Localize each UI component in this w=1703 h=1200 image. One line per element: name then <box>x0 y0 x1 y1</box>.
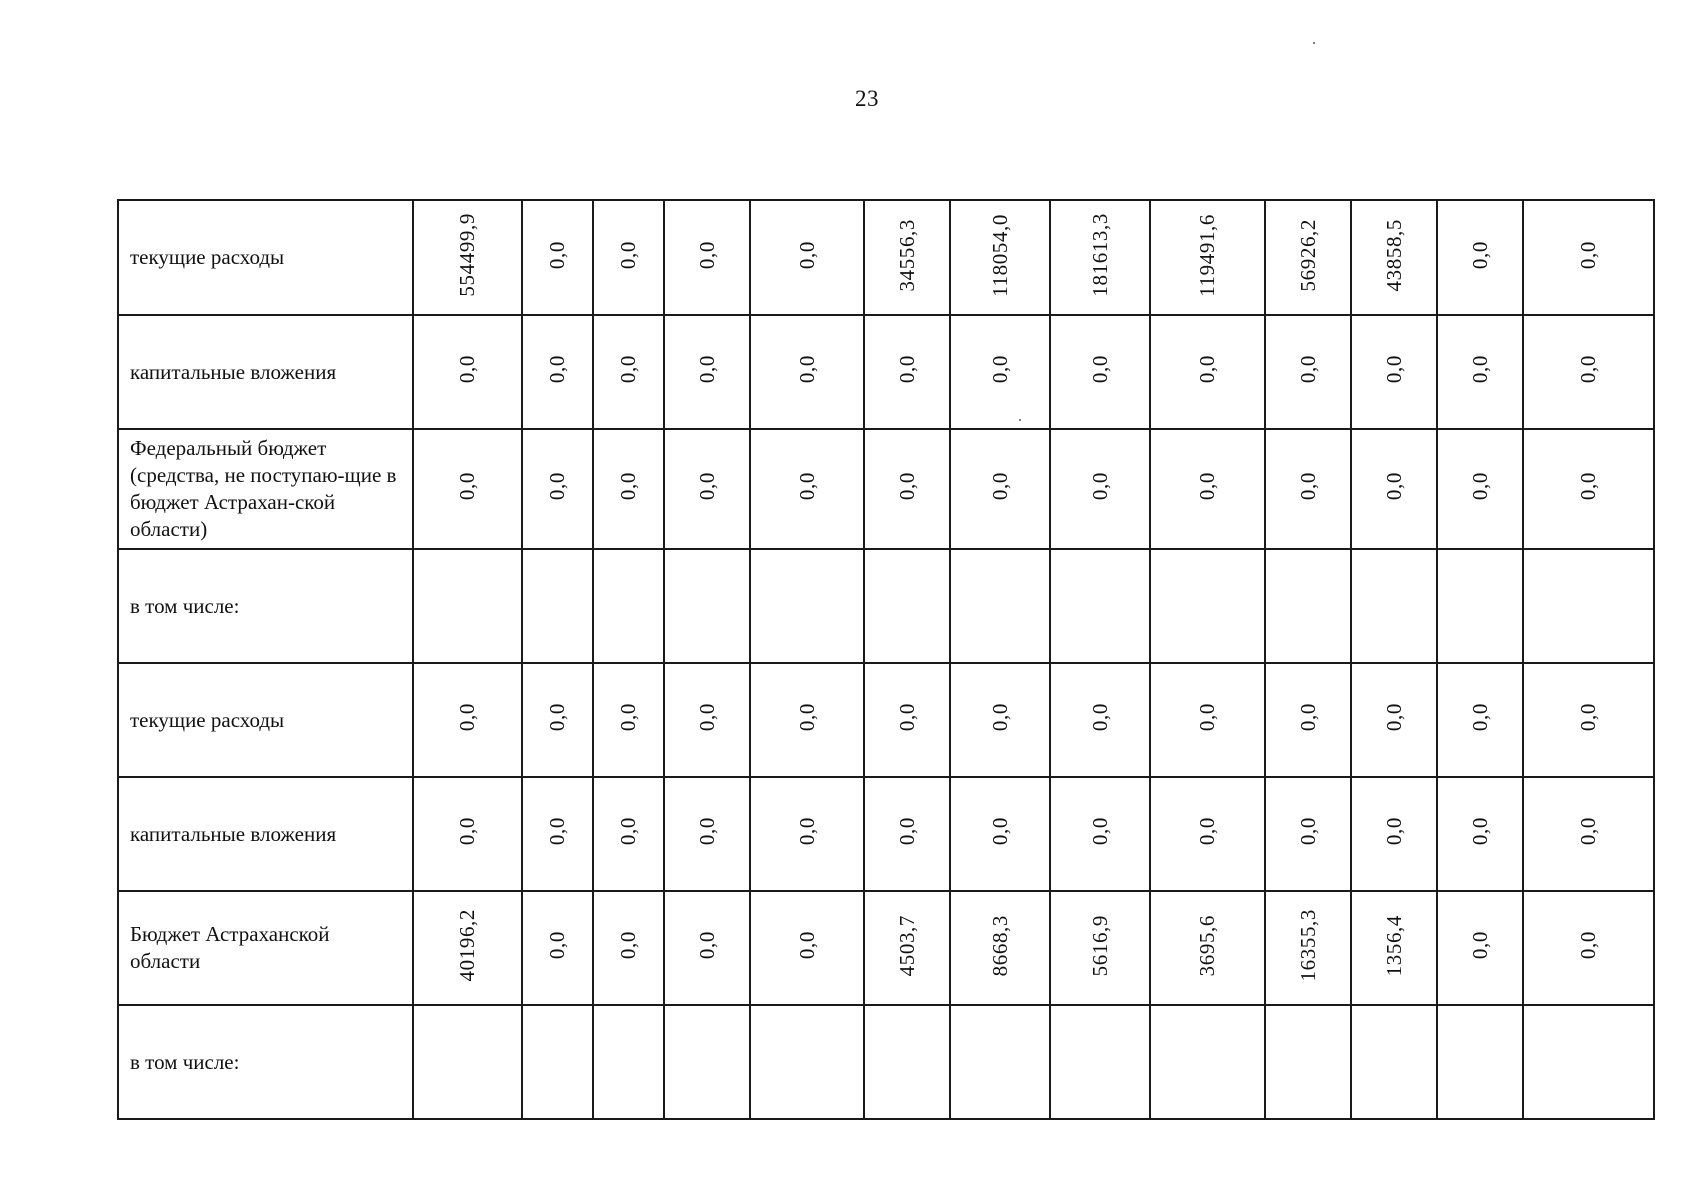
cell-value: 0,0 <box>1295 817 1320 846</box>
cell-value: 0,0 <box>545 817 569 846</box>
value-cell <box>522 200 593 315</box>
value-cell <box>950 549 1050 663</box>
value-cell <box>593 891 664 1005</box>
cell-value: 0,0 <box>455 703 479 732</box>
cell-value: 0,0 <box>794 817 819 846</box>
cell-value: 0,0 <box>1381 355 1406 384</box>
cell-value: 0,0 <box>616 472 640 501</box>
value-cell <box>950 663 1050 777</box>
row-label: в том числе: <box>118 549 413 663</box>
value-cell <box>1351 663 1437 777</box>
cell-value: 0,0 <box>545 240 569 270</box>
value-cell <box>593 200 664 315</box>
cell-value: 0,0 <box>455 817 479 846</box>
value-cell <box>1150 1005 1265 1119</box>
value-cell <box>750 200 864 315</box>
cell-value: 0,0 <box>894 817 919 846</box>
value-cell <box>864 200 950 315</box>
table-row <box>118 1005 1654 1119</box>
value-cell <box>864 315 950 429</box>
value-cell <box>1523 663 1654 777</box>
value-cell <box>1523 429 1654 549</box>
cell-value: 16355,3 <box>1295 909 1320 982</box>
value-cell <box>1265 777 1351 891</box>
value-cell <box>1050 549 1150 663</box>
cell-value: 0,0 <box>694 931 719 960</box>
value-cell <box>413 429 522 549</box>
value-cell <box>413 315 522 429</box>
cell-value: 0,0 <box>794 355 819 384</box>
value-cell <box>864 777 950 891</box>
budget-table <box>117 199 1655 1120</box>
cell-value: 5616,9 <box>1087 914 1112 977</box>
cell-value: 56926,2 <box>1295 218 1320 292</box>
cell-value: 118054,0 <box>987 213 1012 297</box>
value-cell <box>1437 1005 1523 1119</box>
cell-value: 3695,6 <box>1195 914 1219 977</box>
value-cell <box>864 663 950 777</box>
value-cell <box>750 315 864 429</box>
value-cell <box>413 549 522 663</box>
value-cell <box>413 891 522 1005</box>
cell-value: 0,0 <box>1467 703 1492 732</box>
cell-value: 0,0 <box>794 472 819 501</box>
cell-value: 0,0 <box>455 472 479 501</box>
cell-value: 0,0 <box>616 817 640 846</box>
cell-value: 0,0 <box>1467 817 1492 846</box>
value-cell <box>1437 663 1523 777</box>
value-cell <box>664 1005 750 1119</box>
cell-value: 0,0 <box>1295 703 1320 732</box>
value-cell <box>1050 891 1150 1005</box>
value-cell <box>593 315 664 429</box>
cell-value: 554499,9 <box>455 213 479 297</box>
table-row <box>118 200 1654 315</box>
cell-value: 0,0 <box>1467 931 1492 960</box>
cell-value: 0,0 <box>894 703 919 732</box>
value-cell <box>664 200 750 315</box>
cell-value: 0,0 <box>545 355 569 384</box>
value-cell <box>1150 663 1265 777</box>
cell-value: 0,0 <box>1195 355 1219 384</box>
cell-value: 0,0 <box>694 355 719 384</box>
page-number: 23 <box>855 86 879 111</box>
cell-value: 0,0 <box>616 703 640 732</box>
cell-value: 0,0 <box>1381 472 1406 501</box>
value-cell <box>593 429 664 549</box>
cell-value: 0,0 <box>616 931 640 960</box>
cell-value: 0,0 <box>455 355 479 384</box>
cell-value: 0,0 <box>794 703 819 732</box>
value-cell <box>413 200 522 315</box>
value-cell <box>1050 777 1150 891</box>
value-cell <box>522 549 593 663</box>
cell-value: 0,0 <box>1467 355 1492 384</box>
cell-value: 4503,7 <box>894 914 919 977</box>
value-cell <box>522 429 593 549</box>
value-cell <box>1351 200 1437 315</box>
row-label: капитальные вложения <box>118 777 413 891</box>
value-cell <box>1351 429 1437 549</box>
cell-value: 8668,3 <box>987 914 1012 977</box>
value-cell <box>750 891 864 1005</box>
cell-value: 0,0 <box>1087 355 1112 384</box>
value-cell <box>1265 315 1351 429</box>
value-cell <box>1265 663 1351 777</box>
row-label: Бюджет Астраханской области <box>118 891 413 1005</box>
cell-value: 0,0 <box>545 472 569 501</box>
value-cell <box>1150 891 1265 1005</box>
cell-value: 0,0 <box>987 703 1012 732</box>
table-body <box>118 200 1654 1119</box>
cell-value: 0,0 <box>1576 703 1600 732</box>
table-row <box>118 549 1654 663</box>
value-cell <box>413 777 522 891</box>
cell-value: 0,0 <box>1576 931 1600 960</box>
cell-value: 0,0 <box>616 240 640 270</box>
value-cell <box>413 1005 522 1119</box>
value-cell <box>522 1005 593 1119</box>
value-cell <box>1437 429 1523 549</box>
value-cell <box>1351 1005 1437 1119</box>
value-cell <box>522 315 593 429</box>
cell-value: 0,0 <box>694 472 719 501</box>
cell-value: 0,0 <box>1576 355 1600 384</box>
value-cell <box>950 891 1050 1005</box>
cell-value: 0,0 <box>987 817 1012 846</box>
value-cell <box>1351 891 1437 1005</box>
cell-value: 0,0 <box>1576 472 1600 501</box>
value-cell <box>864 429 950 549</box>
table-row <box>118 777 1654 891</box>
cell-value: 0,0 <box>794 931 819 960</box>
value-cell <box>1523 315 1654 429</box>
cell-value: 43858,5 <box>1381 218 1406 292</box>
value-cell <box>950 315 1050 429</box>
cell-value: 0,0 <box>1467 240 1492 270</box>
value-cell <box>864 891 950 1005</box>
cell-value: 0,0 <box>694 240 719 270</box>
value-cell <box>1265 429 1351 549</box>
value-cell <box>522 777 593 891</box>
value-cell <box>750 429 864 549</box>
cell-value: 0,0 <box>1087 703 1112 732</box>
value-cell <box>1050 315 1150 429</box>
cell-value: 0,0 <box>1381 703 1406 732</box>
cell-value: 40196,2 <box>455 909 479 982</box>
value-cell <box>593 777 664 891</box>
cell-value: 0,0 <box>694 703 719 732</box>
value-cell <box>593 663 664 777</box>
value-cell <box>750 663 864 777</box>
table-row <box>118 429 1654 549</box>
value-cell <box>1265 891 1351 1005</box>
value-cell <box>664 777 750 891</box>
value-cell <box>1523 777 1654 891</box>
row-label: Федеральный бюджет (средства, не поступаю-щие в бюджет Астрахан-ской области) <box>118 429 413 549</box>
value-cell <box>1050 200 1150 315</box>
value-cell <box>1351 777 1437 891</box>
cell-value: 0,0 <box>616 355 640 384</box>
value-cell <box>1050 663 1150 777</box>
value-cell <box>1437 200 1523 315</box>
cell-value: 0,0 <box>1381 817 1406 846</box>
cell-value: 0,0 <box>1195 472 1219 501</box>
cell-value: 0,0 <box>545 703 569 732</box>
row-label: в том числе: <box>118 1005 413 1119</box>
scan-speck <box>1313 42 1315 44</box>
row-label: текущие расходы <box>118 663 413 777</box>
cell-value: 0,0 <box>894 355 919 384</box>
value-cell <box>1523 1005 1654 1119</box>
value-cell <box>1351 315 1437 429</box>
value-cell <box>413 663 522 777</box>
value-cell <box>750 777 864 891</box>
value-cell <box>950 777 1050 891</box>
cell-value: 0,0 <box>1195 703 1219 732</box>
cell-value: 0,0 <box>545 931 569 960</box>
value-cell <box>1150 549 1265 663</box>
cell-value: 0,0 <box>1195 817 1219 846</box>
cell-value: 181613,3 <box>1087 213 1112 297</box>
cell-value: 0,0 <box>1576 240 1600 270</box>
value-cell <box>664 315 750 429</box>
value-cell <box>1523 200 1654 315</box>
value-cell <box>522 891 593 1005</box>
row-label: текущие расходы <box>118 200 413 315</box>
table-row <box>118 315 1654 429</box>
cell-value: 0,0 <box>694 817 719 846</box>
row-label: капитальные вложения <box>118 315 413 429</box>
value-cell <box>1437 777 1523 891</box>
cell-value: 0,0 <box>1576 817 1600 846</box>
value-cell <box>1523 549 1654 663</box>
table-row <box>118 663 1654 777</box>
value-cell <box>1265 200 1351 315</box>
value-cell <box>750 1005 864 1119</box>
value-cell <box>1050 1005 1150 1119</box>
value-cell <box>1050 429 1150 549</box>
value-cell <box>1437 549 1523 663</box>
cell-value: 0,0 <box>794 240 819 270</box>
value-cell <box>593 1005 664 1119</box>
value-cell <box>950 200 1050 315</box>
value-cell <box>1523 891 1654 1005</box>
value-cell <box>1437 315 1523 429</box>
value-cell <box>1265 549 1351 663</box>
cell-value: 0,0 <box>1295 472 1320 501</box>
value-cell <box>1265 1005 1351 1119</box>
value-cell <box>664 429 750 549</box>
cell-value: 119491,6 <box>1195 213 1219 297</box>
cell-value: 0,0 <box>1467 472 1492 501</box>
value-cell <box>750 549 864 663</box>
cell-value: 0,0 <box>894 472 919 501</box>
cell-value: 0,0 <box>1087 817 1112 846</box>
value-cell <box>664 891 750 1005</box>
cell-value: 0,0 <box>987 355 1012 384</box>
value-cell <box>1150 200 1265 315</box>
value-cell <box>864 1005 950 1119</box>
value-cell <box>950 1005 1050 1119</box>
cell-value: 0,0 <box>1087 472 1112 501</box>
value-cell <box>950 429 1050 549</box>
value-cell <box>664 663 750 777</box>
cell-value: 0,0 <box>1295 355 1320 384</box>
value-cell <box>1437 891 1523 1005</box>
value-cell <box>1150 777 1265 891</box>
value-cell <box>593 549 664 663</box>
value-cell <box>664 549 750 663</box>
cell-value: 34556,3 <box>894 218 919 292</box>
value-cell <box>1150 315 1265 429</box>
cell-value: 1356,4 <box>1381 914 1406 977</box>
value-cell <box>522 663 593 777</box>
value-cell <box>1150 429 1265 549</box>
table-row <box>118 891 1654 1005</box>
cell-value: 0,0 <box>987 472 1012 501</box>
value-cell <box>1351 549 1437 663</box>
value-cell <box>864 549 950 663</box>
